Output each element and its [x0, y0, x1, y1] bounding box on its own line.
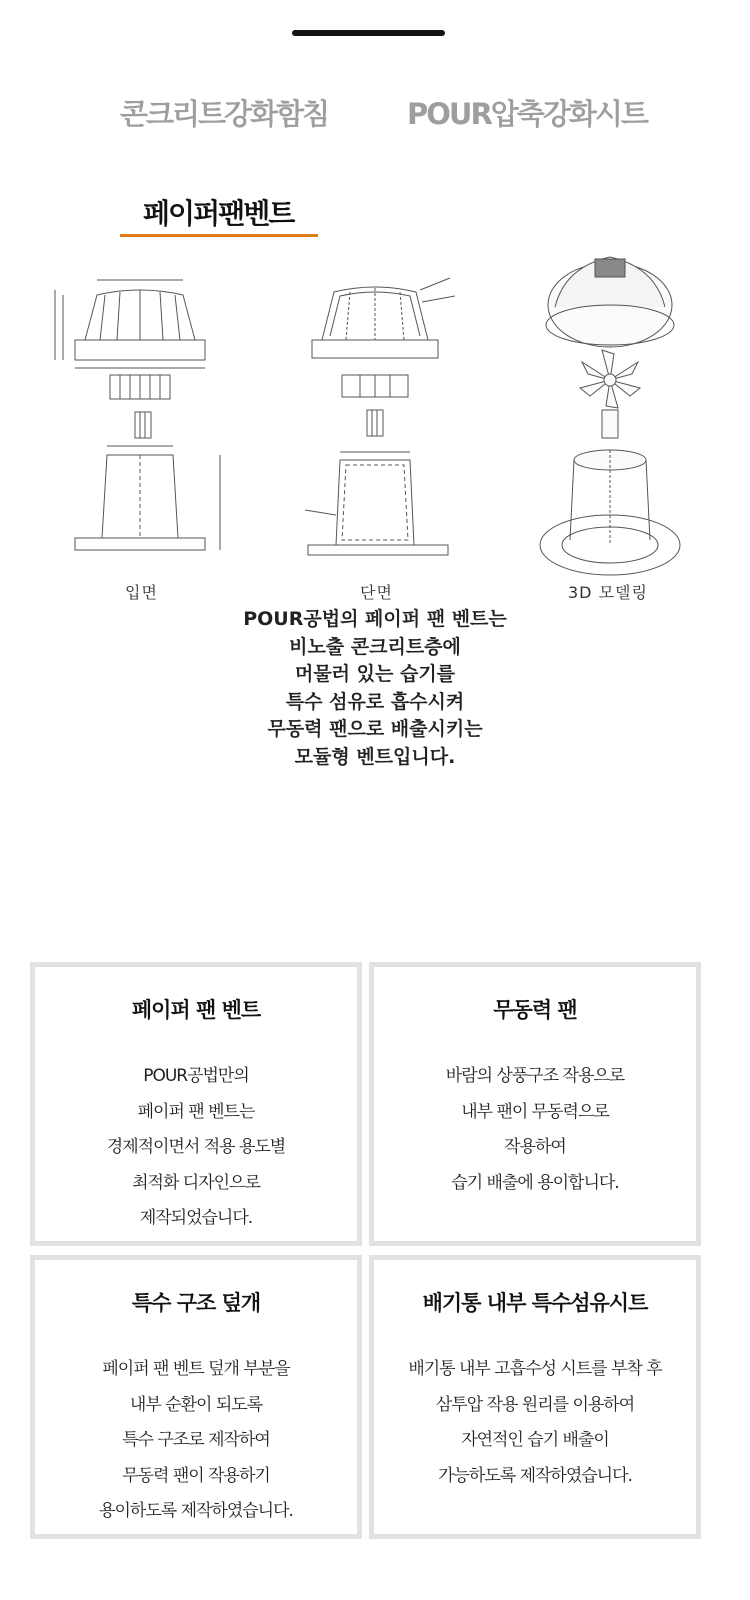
card-line: 내부 팬이 무동력으로: [461, 1101, 609, 1122]
card-line: POUR공법만의: [143, 1066, 249, 1086]
card-line: 경제적이면서 적용 용도별: [106, 1137, 286, 1157]
description-line: 머물러 있는 습기를: [294, 663, 456, 685]
card-title: 특수 구조 덮개: [131, 1291, 261, 1315]
card-line: 페이퍼 팬 벤트 덮개 부분을: [102, 1359, 290, 1379]
card-line: 최적화 디자인으로: [132, 1172, 260, 1193]
card-line: 삼투압 작용 원리를 이용하여: [435, 1394, 635, 1415]
card-line: 용이하도록 제작하였습니다.: [99, 1501, 293, 1521]
card-line: 배기통 내부 고흡수성 시트를 부착 후: [408, 1359, 662, 1379]
card-line: 특수 구조로 제작하여: [122, 1430, 270, 1450]
feature-card-fiber-sheet: [369, 1255, 701, 1539]
tab-bar: [0, 92, 750, 132]
card-line: 습기 배출에 용이합니다.: [451, 1172, 619, 1193]
drag-handle[interactable]: [292, 30, 445, 36]
card-title: 무동력 팬: [493, 998, 577, 1022]
section-drawing-icon: [300, 270, 470, 570]
feature-card-paper-fan-vent: [30, 962, 362, 1246]
feature-card-unpowered-fan: [369, 962, 701, 1246]
card-title: 배기통 내부 특수섬유시트: [422, 1291, 648, 1315]
card-line: 무동력 팬이 작용하기: [122, 1465, 270, 1486]
card-line: 제작되었습니다.: [139, 1208, 253, 1228]
3d-model-icon: [535, 245, 685, 585]
caption-elevation: 입면: [125, 583, 158, 602]
product-description: [0, 606, 750, 771]
description-line: POUR공법의 페이퍼 팬 벤트는: [243, 608, 507, 630]
description-line: 모듈형 벤트입니다.: [294, 745, 456, 768]
card-line: 자연적인 습기 배출이: [461, 1430, 609, 1450]
description-line: 무동력 팬으로 배출시키는: [267, 718, 483, 740]
tab-paper-fan-vent[interactable]: 페이퍼팬벤트: [143, 197, 294, 230]
elevation-drawing-icon: [45, 270, 235, 570]
active-tab-underline: [120, 234, 318, 237]
card-line: 페이퍼 팬 벤트는: [137, 1101, 255, 1122]
card-title: 페이퍼 팬 벤트: [131, 998, 261, 1022]
card-line: 바람의 상풍구조 작용으로: [445, 1066, 625, 1086]
feature-card-special-cover: [30, 1255, 362, 1539]
caption-3d-model: 3D 모델링: [568, 583, 648, 602]
description-line: 특수 섬유로 흡수시켜: [285, 690, 465, 713]
tab-concrete-impregnation[interactable]: 콘크리트강화함침: [120, 97, 329, 131]
card-line: 내부 순환이 되도록: [129, 1394, 263, 1415]
tab-pour-compression-sheet[interactable]: POUR압축강화시트: [407, 97, 647, 131]
caption-section: 단면: [360, 583, 393, 602]
card-line: 작용하여: [504, 1137, 566, 1157]
card-line: 가능하도록 제작하였습니다.: [438, 1465, 632, 1486]
description-line: 비노출 콘크리트층에: [289, 635, 461, 658]
